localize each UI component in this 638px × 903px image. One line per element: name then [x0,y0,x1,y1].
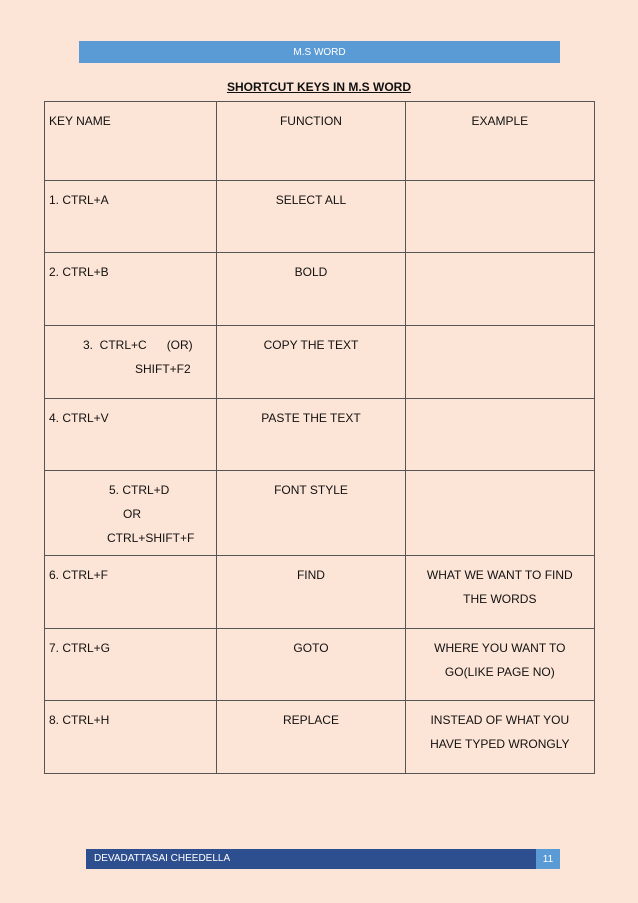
column-header-example: EXAMPLE [405,102,594,181]
function-cell: GOTO [217,628,405,701]
example-cell: WHAT WE WANT TO FIND THE WORDS [405,556,594,629]
example-cell [405,398,594,471]
footer-bar [86,849,560,869]
key-cell: 4. CTRL+V [45,398,217,471]
key-cell: 6. CTRL+F [45,556,217,629]
table-row [45,325,595,398]
key-cell: 1. CTRL+A [45,180,217,253]
table-row [45,628,595,701]
page-title: SHORTCUT KEYS IN M.S WORD [226,80,411,94]
table-row [45,398,595,471]
example-cell [405,180,594,253]
function-cell: FONT STYLE [217,471,405,556]
key-cell: 2. CTRL+B [45,253,217,326]
page-number: 11 [536,849,560,869]
example-cell [405,253,594,326]
function-cell: BOLD [217,253,405,326]
function-cell: PASTE THE TEXT [217,398,405,471]
example-cell [405,471,594,556]
table-row [45,701,595,774]
table-row [45,556,595,629]
function-cell: FIND [217,556,405,629]
table-row [45,471,595,556]
key-cell: 7. CTRL+G [45,628,217,701]
table-row [45,253,595,326]
key-cell: 5. CTRL+D OR CTRL+SHIFT+F [45,471,217,556]
example-cell: WHERE YOU WANT TO GO(LIKE PAGE NO) [405,628,594,701]
function-cell: SELECT ALL [217,180,405,253]
column-header-function: FUNCTION [217,102,405,181]
key-cell: 3. CTRL+C (OR) SHIFT+F2 [45,325,217,398]
example-cell [405,325,594,398]
header-title: M.S WORD [293,46,346,58]
example-cell: INSTEAD OF WHAT YOU HAVE TYPED WRONGLY [405,701,594,774]
header-bar [79,41,560,63]
function-cell: COPY THE TEXT [217,325,405,398]
shortcut-table [44,101,595,774]
function-cell: REPLACE [217,701,405,774]
table-header-row [45,102,595,181]
table-row [45,180,595,253]
column-header-key-name: KEY NAME [45,102,217,181]
footer-author: DEVADATTASAI CHEEDELLA [94,853,231,864]
key-cell: 8. CTRL+H [45,701,217,774]
